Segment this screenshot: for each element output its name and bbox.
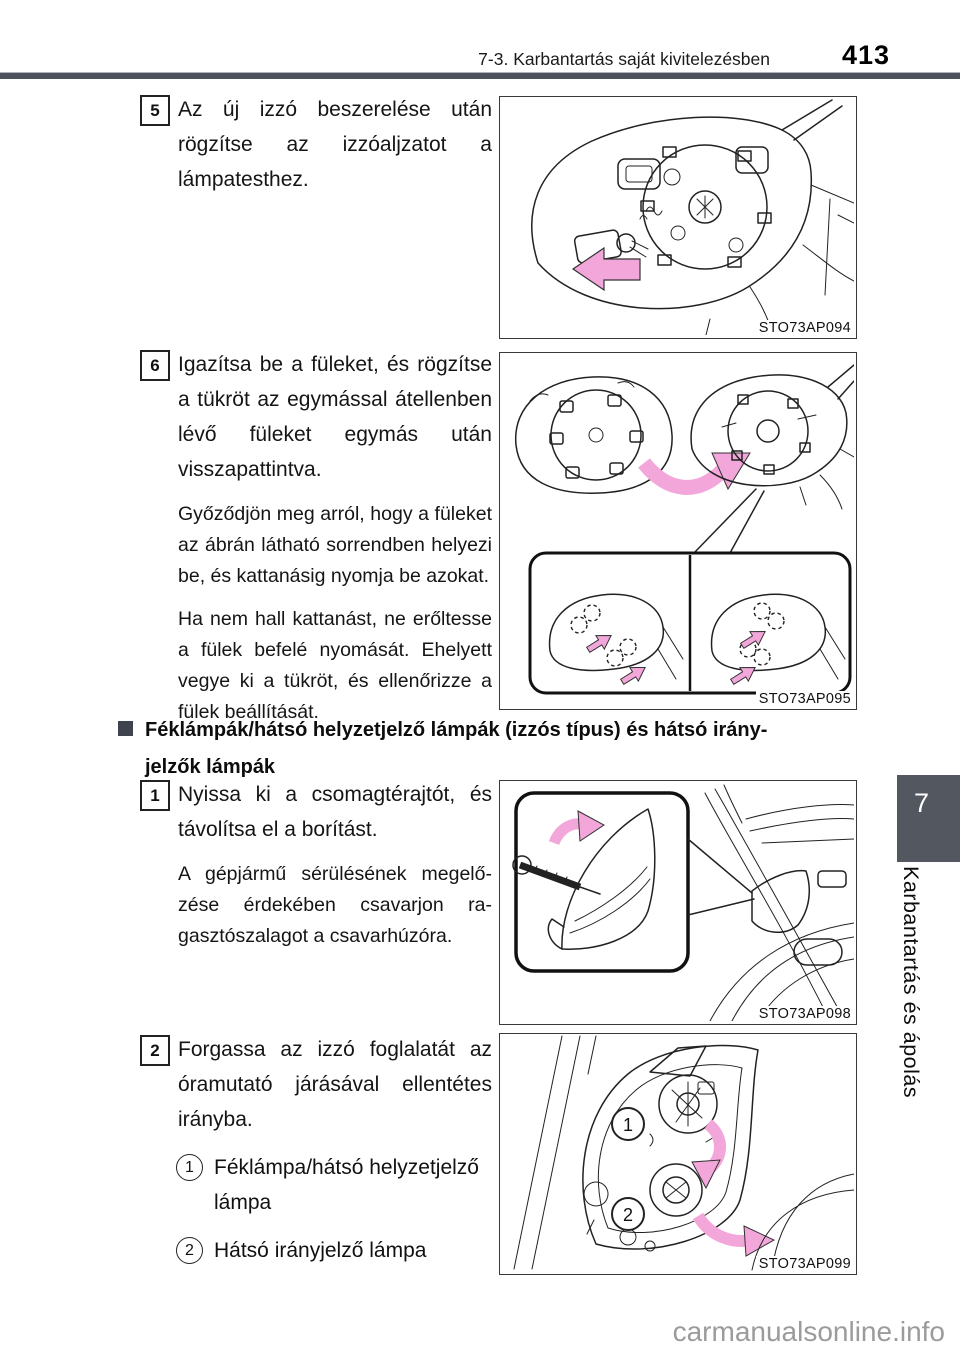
step-2 bbox=[140, 1032, 492, 1268]
inset-pointer bbox=[688, 839, 754, 915]
step-1-note: A gépjármű sérülésének megelőzése érdekében csavarjon ragasztószalagot a csavarhúzóra. bbox=[178, 863, 492, 947]
fig1-code: STO73AP094 bbox=[756, 320, 851, 336]
turn-signal-socket bbox=[650, 1164, 702, 1216]
step-2-text: Forgassa az izzó foglalatát az óramutató járásával ellentétes irányba. bbox=[178, 1038, 492, 1131]
step-6 bbox=[140, 347, 492, 728]
figure-tail-lamp-sockets bbox=[499, 1033, 857, 1275]
step-2-number: 2 bbox=[140, 1035, 170, 1066]
fig2-drawing bbox=[500, 353, 854, 706]
lamp-housing-outline bbox=[583, 1045, 758, 1249]
fig4-code: STO73AP099 bbox=[756, 1256, 851, 1272]
inset-left-mirror bbox=[550, 594, 683, 688]
header-rule bbox=[0, 72, 960, 79]
fig2-code: STO73AP095 bbox=[756, 691, 851, 707]
callout-2-number: 2 bbox=[176, 1237, 203, 1264]
callout-item-1 bbox=[140, 1150, 492, 1220]
fig1-drawing bbox=[500, 97, 854, 335]
step-6-text: Igazítsa be a füleket, és rögzítse a tükröt az egymással átellenben lévő füleket egymás után visszapattintva. bbox=[178, 353, 492, 481]
page-number: 413 bbox=[842, 40, 891, 70]
figure-mirror-glass-install bbox=[499, 352, 857, 710]
chapter-title-vertical: Karbantartás és ápolás bbox=[899, 866, 923, 1099]
callout-2-label: Hátsó irányjelző lámpa bbox=[214, 1239, 427, 1262]
callout-item-2 bbox=[140, 1233, 492, 1268]
step-5-number: 5 bbox=[140, 95, 170, 126]
chapter-tab: 7 bbox=[897, 775, 960, 862]
tab-arrow bbox=[728, 661, 759, 689]
removal-arrow bbox=[573, 248, 640, 290]
tab-arrow bbox=[738, 625, 769, 653]
inset-right-mirror bbox=[712, 594, 845, 688]
fig4-drawing bbox=[500, 1034, 854, 1271]
callout-1-label: Féklámpa/hátsó helyzetjelző lámpa bbox=[214, 1156, 479, 1214]
step-1 bbox=[140, 777, 492, 952]
step-6-number: 6 bbox=[140, 350, 170, 381]
step-5 bbox=[140, 92, 492, 197]
install-arrow-body bbox=[644, 463, 722, 487]
figure-cover-removal bbox=[499, 780, 857, 1025]
step-5-text: Az új izzó beszerelése után rögzítse az izzóaljzatot a lámpatesthez. bbox=[178, 98, 492, 191]
housing-detail-left bbox=[618, 159, 660, 189]
cover-location bbox=[752, 871, 809, 933]
section-heading-line1: Féklámpák/hátsó helyzetjelző lámpák (izzós típus) és hátsó irány- bbox=[145, 719, 768, 741]
section-heading bbox=[118, 712, 767, 786]
bulb-socket bbox=[574, 207, 662, 264]
fig4-callout-2: 2 bbox=[622, 1205, 634, 1225]
detail-inset bbox=[516, 793, 688, 971]
section-heading-line2: jelzők lámpák bbox=[145, 756, 276, 778]
step-6-note-2: Ha nem hall kattanást, ne erőltesse a fülek befelé nyomását. Ehelyett vegye ki a tükröt, és ellenőrizze a fülek beállítását. bbox=[178, 608, 492, 723]
figure-mirror-bulb-socket bbox=[499, 96, 857, 339]
watermark: carmanualsonline.info bbox=[672, 1316, 945, 1347]
tab-arrow bbox=[584, 629, 615, 657]
step-6-note-1: Győződjön meg arról, hogy a füleket az ábrán látható sorrendben helyezi be, és kattanásig nyomja be azokat. bbox=[178, 503, 492, 587]
section-bullet-icon bbox=[118, 721, 133, 736]
step-1-text: Nyissa ki a csomagtérajtót, és távolítsa el a borítást. bbox=[178, 783, 492, 841]
step-1-number: 1 bbox=[140, 780, 170, 811]
trim-cover bbox=[562, 809, 655, 949]
screwdriver bbox=[513, 856, 600, 894]
inset-pointer bbox=[694, 489, 764, 553]
fig3-drawing bbox=[500, 781, 854, 1021]
fig4-callout-1: 1 bbox=[622, 1115, 634, 1135]
callout-1-number: 1 bbox=[176, 1154, 203, 1181]
pry-arrow-head bbox=[578, 811, 604, 841]
fig3-code: STO73AP098 bbox=[756, 1006, 851, 1022]
page-section-title: 7-3. Karbantartás saját kivitelezésben bbox=[478, 49, 770, 69]
